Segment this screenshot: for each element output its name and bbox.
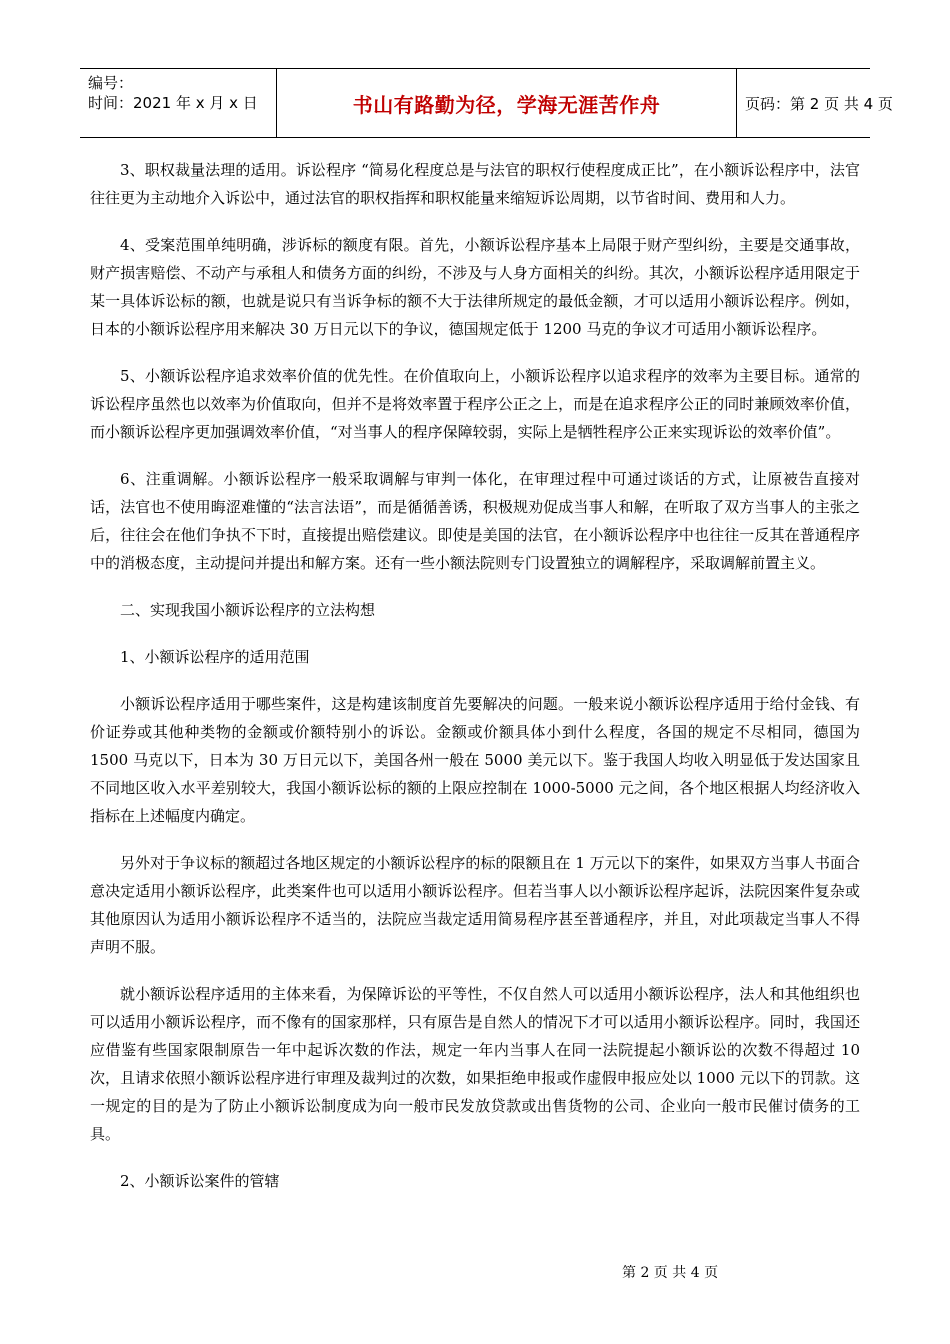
document-body xyxy=(90,156,860,1214)
header-page-number: 页码：第 2 页 共 4 页 xyxy=(745,94,893,113)
paragraph-3-authority: 3、职权裁量法理的适用。诉讼程序 “简易化程度总是与法官的职权行使程度成正比”，在小额诉讼程序中，法官往往更为主动地介入诉讼中，通过法官的职权指挥和职权能量来缩短诉讼周期，以节省时间、费用和人力。 xyxy=(90,161,860,207)
paragraph-4-scope: 4、受案范围单纯明确，涉诉标的额度有限。首先，小额诉讼程序基本上局限于财产型纠纷，主要是交通事故，财产损害赔偿、不动产与承租人和债务方面的纠纷，不涉及与人身方面相关的纠纷。其次，小额诉讼程序适用限定于某一具体诉讼标的额，也就是说只有当诉争标的额不大于法律所规定的最低金额，才可以适用小额诉讼程序。例如，日本的小额诉讼程序用来解决 30 万日元以下的争议，德国规定低于 1200 马克的争议才可适用小额诉讼程序。 xyxy=(90,236,860,338)
document-number-label: 编号： xyxy=(88,74,134,92)
subheading-scope: 1、小额诉讼程序的适用范围 xyxy=(120,648,310,666)
page-header xyxy=(80,68,893,138)
paragraph-6-mediation: 6、注重调解。小额诉讼程序一般采取调解与审判一体化，在审理过程中可通过谈话的方式，让原被告直接对话，法官也不使用晦涩难懂的“法言法语”，而是循循善诱，积极规劝促成当事人和解，在听取了双方当事人的主张之后，往往会在他们争执不下时，直接提出赔偿建议。即使是美国的法官，在小额诉讼程序中也往往一反其在普通程序中的消极态度，主动提问并提出和解方案。还有一些小额法院则专门设置独立的调解程序，采取调解前置主义。 xyxy=(90,470,860,572)
paragraph-subjects: 就小额诉讼程序适用的主体来看，为保障诉讼的平等性，不仅自然人可以适用小额诉讼程序，法人和其他组织也可以适用小额诉讼程序，而不像有的国家那样，只有原告是自然人的情况下才可以适用小额诉讼程序。同时，我国还应借鉴有些国家限制原告一年中起诉次数的作法，规定一年内当事人在同一法院提起小额诉讼的次数不得超过 10 次，且请求依照小额诉讼程序进行审理及裁判过的次数，如果拒绝申报或作虚假申报应处以 1000 元以下的罚款。这一规定的目的是为了防止小额诉讼制度成为向一般市民发放贷款或出售货物的公司、企业向一般市民催讨债务的工具。 xyxy=(90,985,860,1143)
header-meta xyxy=(80,69,277,137)
paragraph-5-efficiency: 5、小额诉讼程序追求效率价值的优先性。在价值取向上，小额诉讼程序以追求程序的效率为主要目标。通常的诉讼程序虽然也以效率为价值取向，但并不是将效率置于程序公正之上，而是在追求程序公正的同时兼顾效率价值，而小额诉讼程序更加强调效率价值，“对当事人的程序保障较弱，实际上是牺牲程序公正来实现诉讼的效率价值”。 xyxy=(90,367,860,441)
document-date-label: 时间：2021 年 x 月 x 日 xyxy=(88,94,258,112)
paragraph-scope-cases: 小额诉讼程序适用于哪些案件，这是构建该制度首先要解决的问题。一般来说小额诉讼程序适用于给付金钱、有价证券或其他种类物的金额或价额特别小的诉讼。金额或价额具体小到什么程度，各国的规定不尽相同，德国为 1500 马克以下，日本为 30 万日元以下，美国各州一般在 5000 美元以下。鉴于我国人均收入明显低于发达国家且不同地区收入水平差别较大，我国小额诉讼标的额的上限应控制在 1000-5000 元之间，各个地区根据人均经济收入指标在上述幅度内确定。 xyxy=(90,695,860,825)
page-footer: 第 2 页 共 4 页 xyxy=(622,1265,719,1281)
header-motto: 书山有路勤为径，学海无涯苦作舟 xyxy=(277,69,737,137)
subheading-jurisdiction: 2、小额诉讼案件的管辖 xyxy=(120,1172,280,1190)
paragraph-agreement: 另外对于争议标的额超过各地区规定的小额诉讼程序的标的限额且在 1 万元以下的案件，如果双方当事人书面合意决定适用小额诉讼程序，此类案件也可以适用小额诉讼程序。但若当事人以小额诉讼程序起诉，法院因案件复杂或其他原因认为适用小额诉讼程序不适当的，法院应当裁定适用简易程序甚至普通程序，并且，对此项裁定当事人不得声明不服。 xyxy=(90,854,860,956)
section-heading-2: 二、实现我国小额诉讼程序的立法构想 xyxy=(120,601,376,619)
